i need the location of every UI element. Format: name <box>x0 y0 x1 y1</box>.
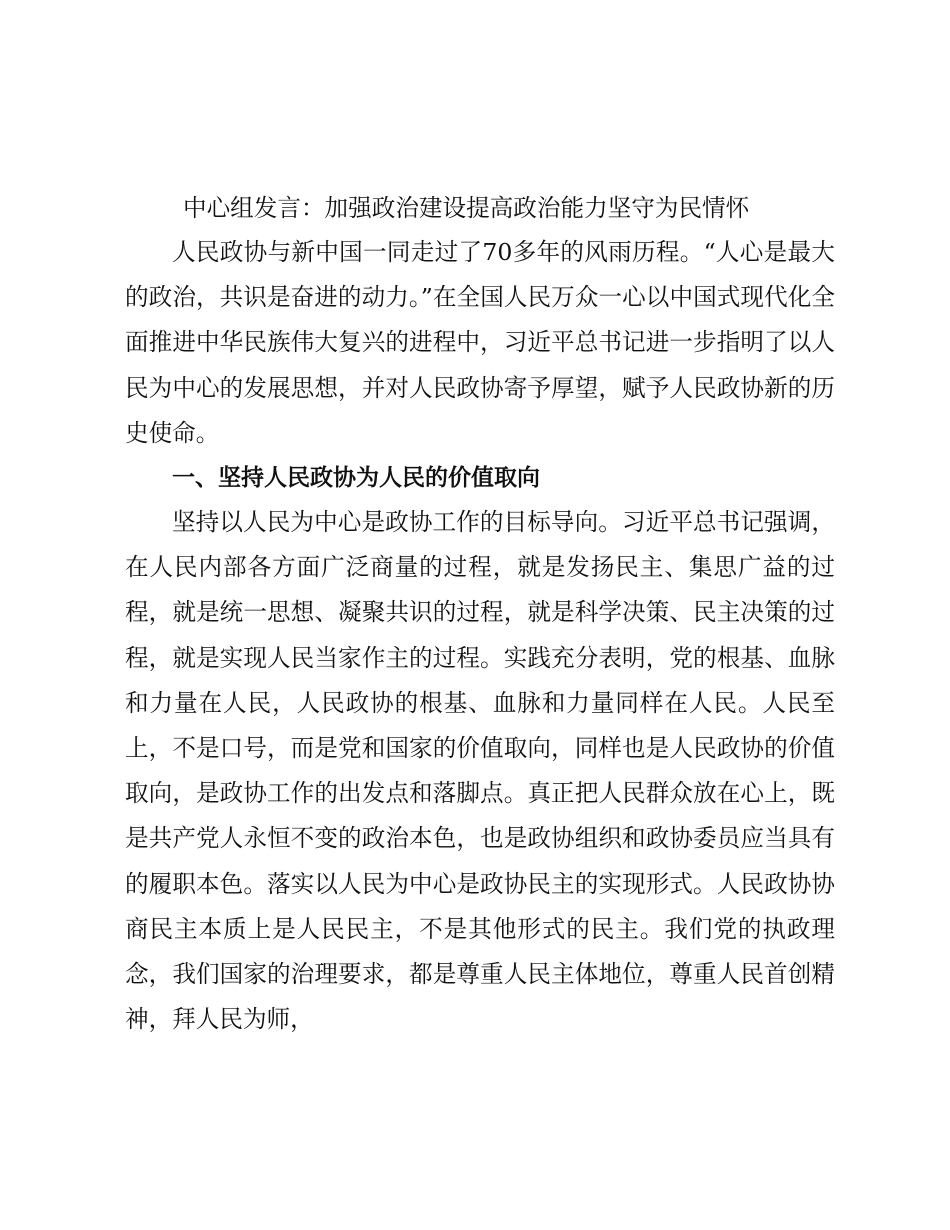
section-1-paragraph: 坚持以人民为中心是政协工作的目标导向。习近平总书记强调，在人民内部各方面广泛商量的过程，就是发扬民主、集思广益的过程，就是统一思想、凝聚共识的过程，就是科学决策、民主决策的过程，就是实现人民当家作主的过程。实践充分表明，党的根基、血脉和力量在人民，人民政协的根基、血脉和力量同样在人民。人民至上，不是口号，而是党和国家的价值取向，同样也是人民政协的价值取向，是政协工作的出发点和落脚点。真正把人民群众放在心上，既是共产党人永恒不变的政治本色，也是政协组织和政协委员应当具有的履职本色。落实以人民为中心是政协民主的实现形式。人民政协协商民主本质上是人民民主，不是其他形式的民主。我们党的执政理念，我们国家的治理要求，都是尊重人民主体地位，尊重人民首创精神，拜人民为师， <box>125 508 835 1034</box>
intro-paragraph: 人民政协与新中国一同走过了70多年的风雨历程。“人心是最大的政治，共识是奋进的动力。”在全国人民万众一心以中国式现代化全面推进中华民族伟大复兴的进程中，习近平总书记进一步指明了以人民为中心的发展思想，并对人民政协寄予厚望，赋予人民政协新的历史使命。 <box>125 238 835 447</box>
document-body <box>125 186 835 1042</box>
document-title: 中心组发言：加强政治建设提高政治能力坚守为民情怀 <box>183 194 750 222</box>
section-heading-1: 一、坚持人民政协为人民的价值取向 <box>172 465 540 492</box>
